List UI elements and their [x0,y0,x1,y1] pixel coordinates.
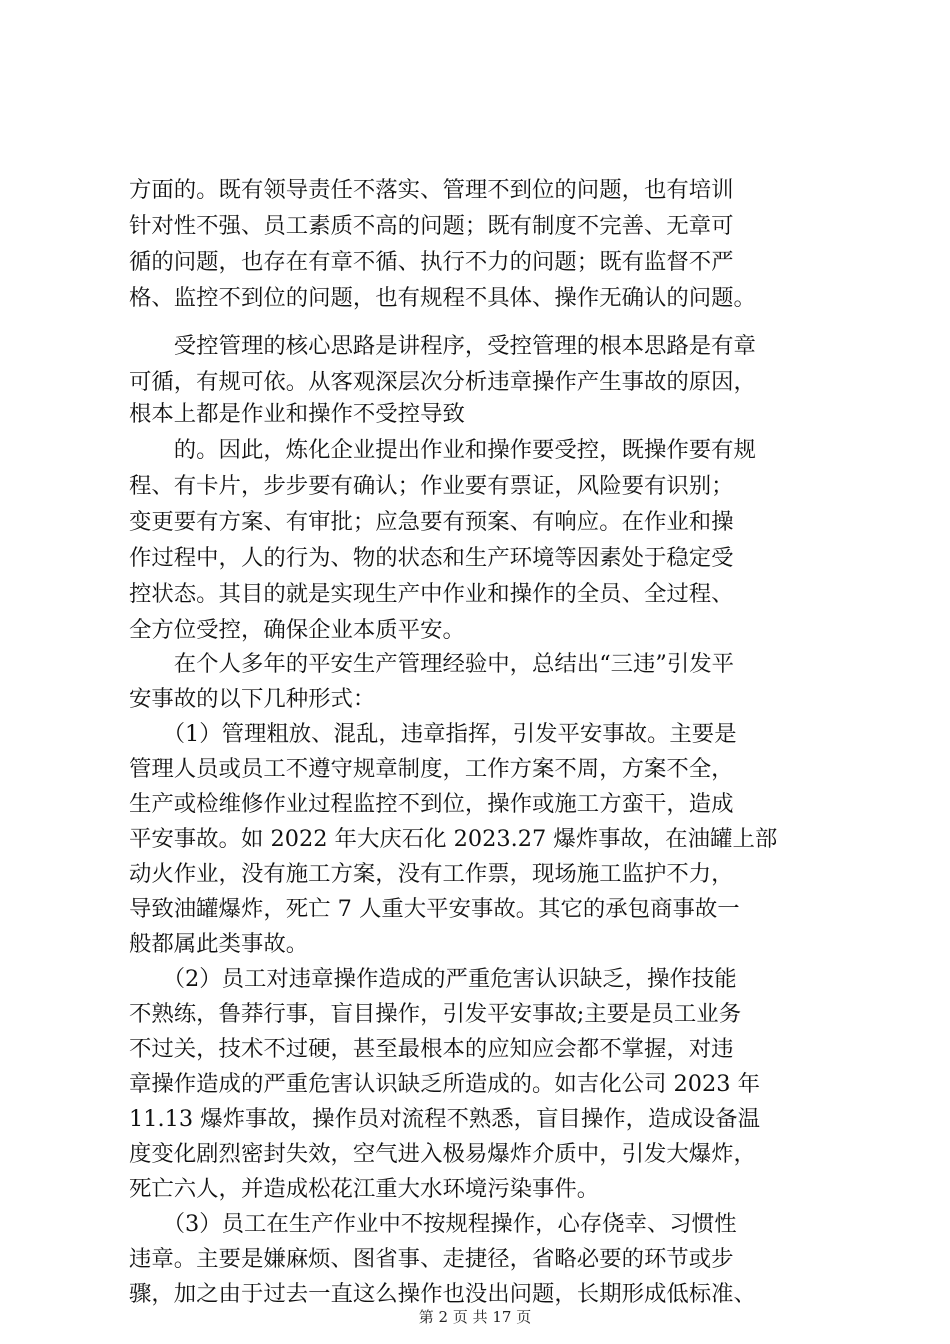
text-line: 循的问题，也存在有章不循、执行不力的问题；既有监督不严 [129,249,734,275]
text-line: 控状态。其目的就是实现生产中作业和操作的全员、全过程、 [129,581,734,607]
text-line: 违章。主要是嫌麻烦、图省事、走捷径，省略必要的环节或步 [129,1246,734,1272]
text-line: 变更要有方案、有审批；应急要有预案、有响应。在作业和操 [129,509,734,535]
text-line: 根本上都是作业和操作不受控导致 [129,401,465,427]
page-number: 第 2 页 共 17 页 [418,1308,532,1326]
text-line: 全方位受控，确保企业本质平安。 [129,617,465,643]
text-line: 动火作业，没有施工方案，没有工作票，现场施工监护不力， [129,861,734,887]
text-line: 管理人员或员工不遵守规章制度，工作方案不周，方案不全， [129,756,734,782]
text-line: 平安事故。如 2022 年大庆石化 2023.27 爆炸事故，在油罐上部 [129,826,778,852]
text-line: 程、有卡片，步步要有确认；作业要有票证，风险要有识别； [129,473,734,499]
text-line: 在个人多年的平安生产管理经验中，总结出“三违”引发平 [129,651,735,677]
text-line: （3）员工在生产作业中不按规程操作，心存侥幸、习惯性 [129,1211,737,1237]
text-line: 章操作造成的严重危害认识缺乏所造成的。如吉化公司 2023 年 [129,1071,760,1097]
text-line: （1）管理粗放、混乱，违章指挥，引发平安事故。主要是 [129,721,737,747]
text-line: 11.13 爆炸事故，操作员对流程不熟悉，盲目操作，造成设备温 [129,1106,760,1132]
text-line: （2）员工对违章操作造成的严重危害认识缺乏，操作技能 [129,966,737,992]
text-line: 方面的。既有领导责任不落实、管理不到位的问题，也有培训 [129,177,734,203]
text-line: 受控管理的核心思路是讲程序，受控管理的根本思路是有章 [129,333,756,359]
text-line: 可循，有规可依。从客观深层次分析违章操作产生事故的原因， [129,369,756,395]
text-line: 度变化剧烈密封失效，空气进入极易爆炸介质中，引发大爆炸， [129,1141,756,1167]
text-line: 死亡六人，并造成松花江重大水环境污染事件。 [129,1176,600,1202]
text-line: 针对性不强、员工素质不高的问题；既有制度不完善、无章可 [129,213,734,239]
text-line: 骤，加之由于过去一直这么操作也没出问题，长期形成低标准、 [129,1281,756,1307]
text-line: 不过关，技术不过硬，甚至最根本的应知应会都不掌握，对违 [129,1036,734,1062]
text-line: 生产或检维修作业过程监控不到位，操作或施工方蛮干，造成 [129,791,734,817]
text-line: 作过程中，人的行为、物的状态和生产环境等因素处于稳定受 [129,545,734,571]
text-line: 不熟练，鲁莽行事，盲目操作，引发平安事故;主要是员工业务 [129,1001,742,1027]
text-line: 的。因此，炼化企业提出作业和操作要受控，既操作要有规 [129,437,756,463]
text-line: 安事故的以下几种形式： [129,686,376,712]
text-line: 导致油罐爆炸，死亡 7 人重大平安事故。其它的承包商事故一 [129,896,740,922]
text-line: 般都属此类事故。 [129,931,309,957]
text-line: 格、监控不到位的问题，也有规程不具体、操作无确认的问题。 [129,285,756,311]
